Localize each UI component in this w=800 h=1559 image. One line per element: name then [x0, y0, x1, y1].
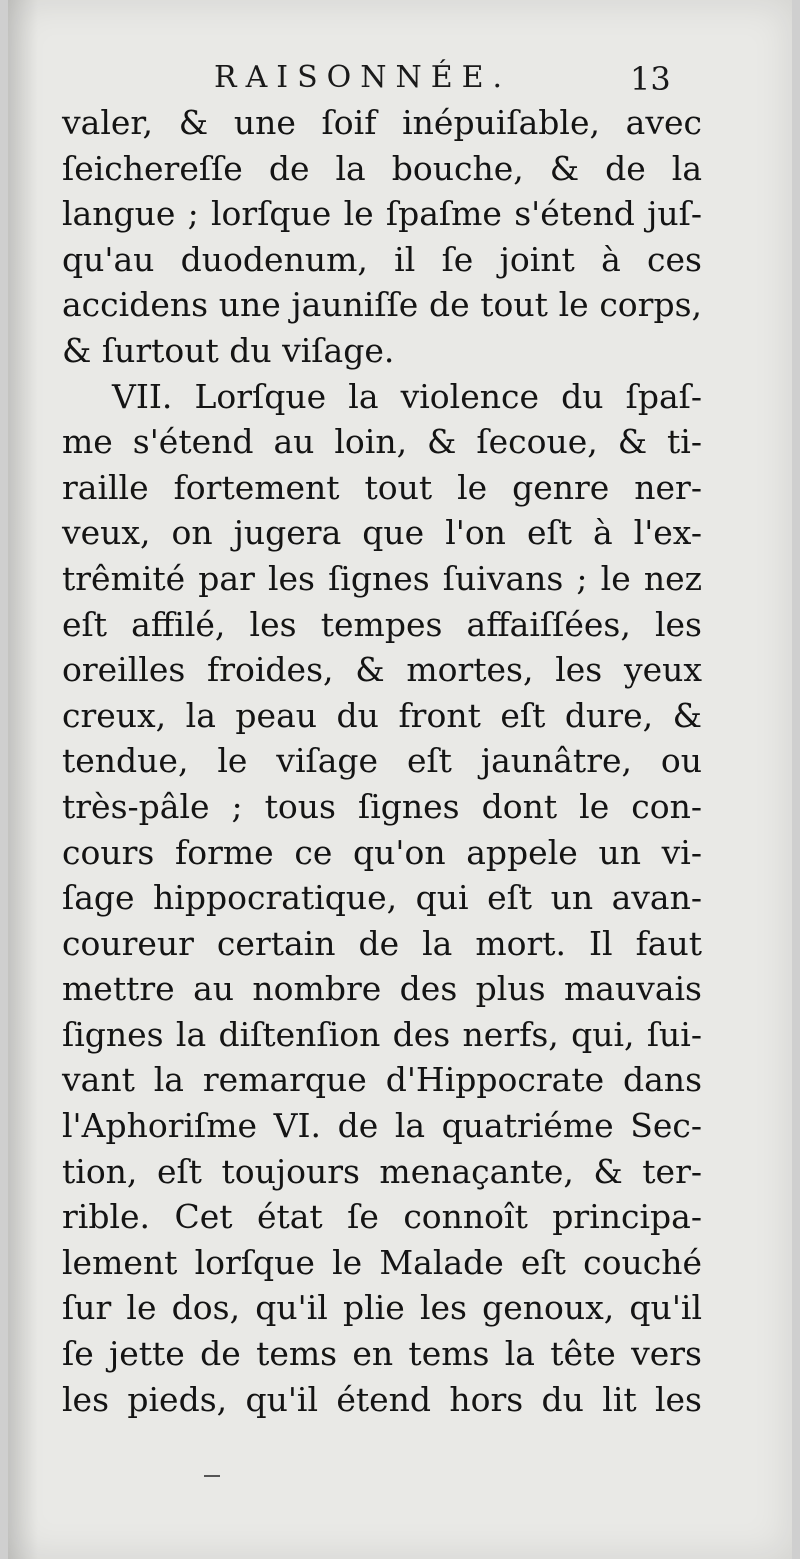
book-page — [8, 0, 792, 1559]
body-text — [62, 100, 702, 1422]
text-line: raille fortement tout le genre ner- — [62, 467, 702, 507]
text-line: cours forme ce qu'on appele un vi- — [62, 832, 702, 872]
text-line: veux, on jugera que l'on eſt à l'ex- — [62, 513, 702, 553]
text-line: coureur certain de la mort. Il faut — [62, 923, 702, 963]
text-line: oreilles froides, & mortes, les yeux — [62, 650, 702, 690]
text-line: mettre au nombre des plus mauvais — [62, 969, 702, 1009]
text-line: ſignes la diſtenſion des nerfs, qui, ſui- — [62, 1014, 702, 1054]
running-title: RAISONNÉE. — [214, 60, 512, 95]
text-line: ſe jette de tems en tems la tête vers — [62, 1334, 702, 1374]
text-line: qu'au duodenum, il ſe joint à ces — [62, 239, 702, 279]
text-line: creux, la peau du front eſt dure, & — [62, 695, 702, 735]
text-line: valer, & une ſoif inépuiſable, avec — [62, 103, 702, 142]
text-line: tion, eſt toujours menaçante, & ter- — [62, 1151, 702, 1191]
text-line: VII. Lorſque la violence du ſpaſ- — [112, 376, 702, 416]
text-line: ſeichereſſe de la bouche, & de la — [62, 148, 702, 188]
print-mark — [204, 1475, 220, 1477]
text-line: les pieds, qu'il étend hors du lit les — [62, 1379, 702, 1419]
text-line: accidens une jauniſſe de tout le corps, — [62, 285, 702, 325]
text-line: rible. Cet état ſe connoît principa- — [62, 1197, 702, 1237]
text-line: ſur le dos, qu'il plie les genoux, qu'il — [62, 1288, 702, 1328]
text-line: trêmité par les ſignes ſuivans ; le nez — [62, 558, 702, 598]
text-line: ſage hippocratique, qui eſt un avan- — [62, 878, 702, 918]
text-line: & ſurtout du viſage. — [62, 330, 395, 370]
text-line: langue ; lorſque le ſpaſme s'étend juſ- — [62, 194, 702, 234]
gutter-shadow — [8, 0, 38, 1559]
text-line: vant la remarque d'Hippocrate dans — [62, 1060, 702, 1100]
text-line: l'Aphoriſme VI. de la quatriéme Sec- — [62, 1106, 702, 1146]
text-line: me s'étend au loin, & ſecoue, & ti- — [62, 422, 702, 462]
text-line: eſt affilé, les tempes affaiſſées, les — [62, 604, 702, 644]
page-header — [8, 60, 792, 100]
text-line: tendue, le viſage eſt jaunâtre, ou — [62, 741, 702, 781]
page-number: 13 — [630, 60, 671, 98]
text-line: très-pâle ; tous ſignes dont le con- — [62, 786, 702, 826]
text-line: lement lorſque le Malade eſt couché — [62, 1242, 702, 1282]
